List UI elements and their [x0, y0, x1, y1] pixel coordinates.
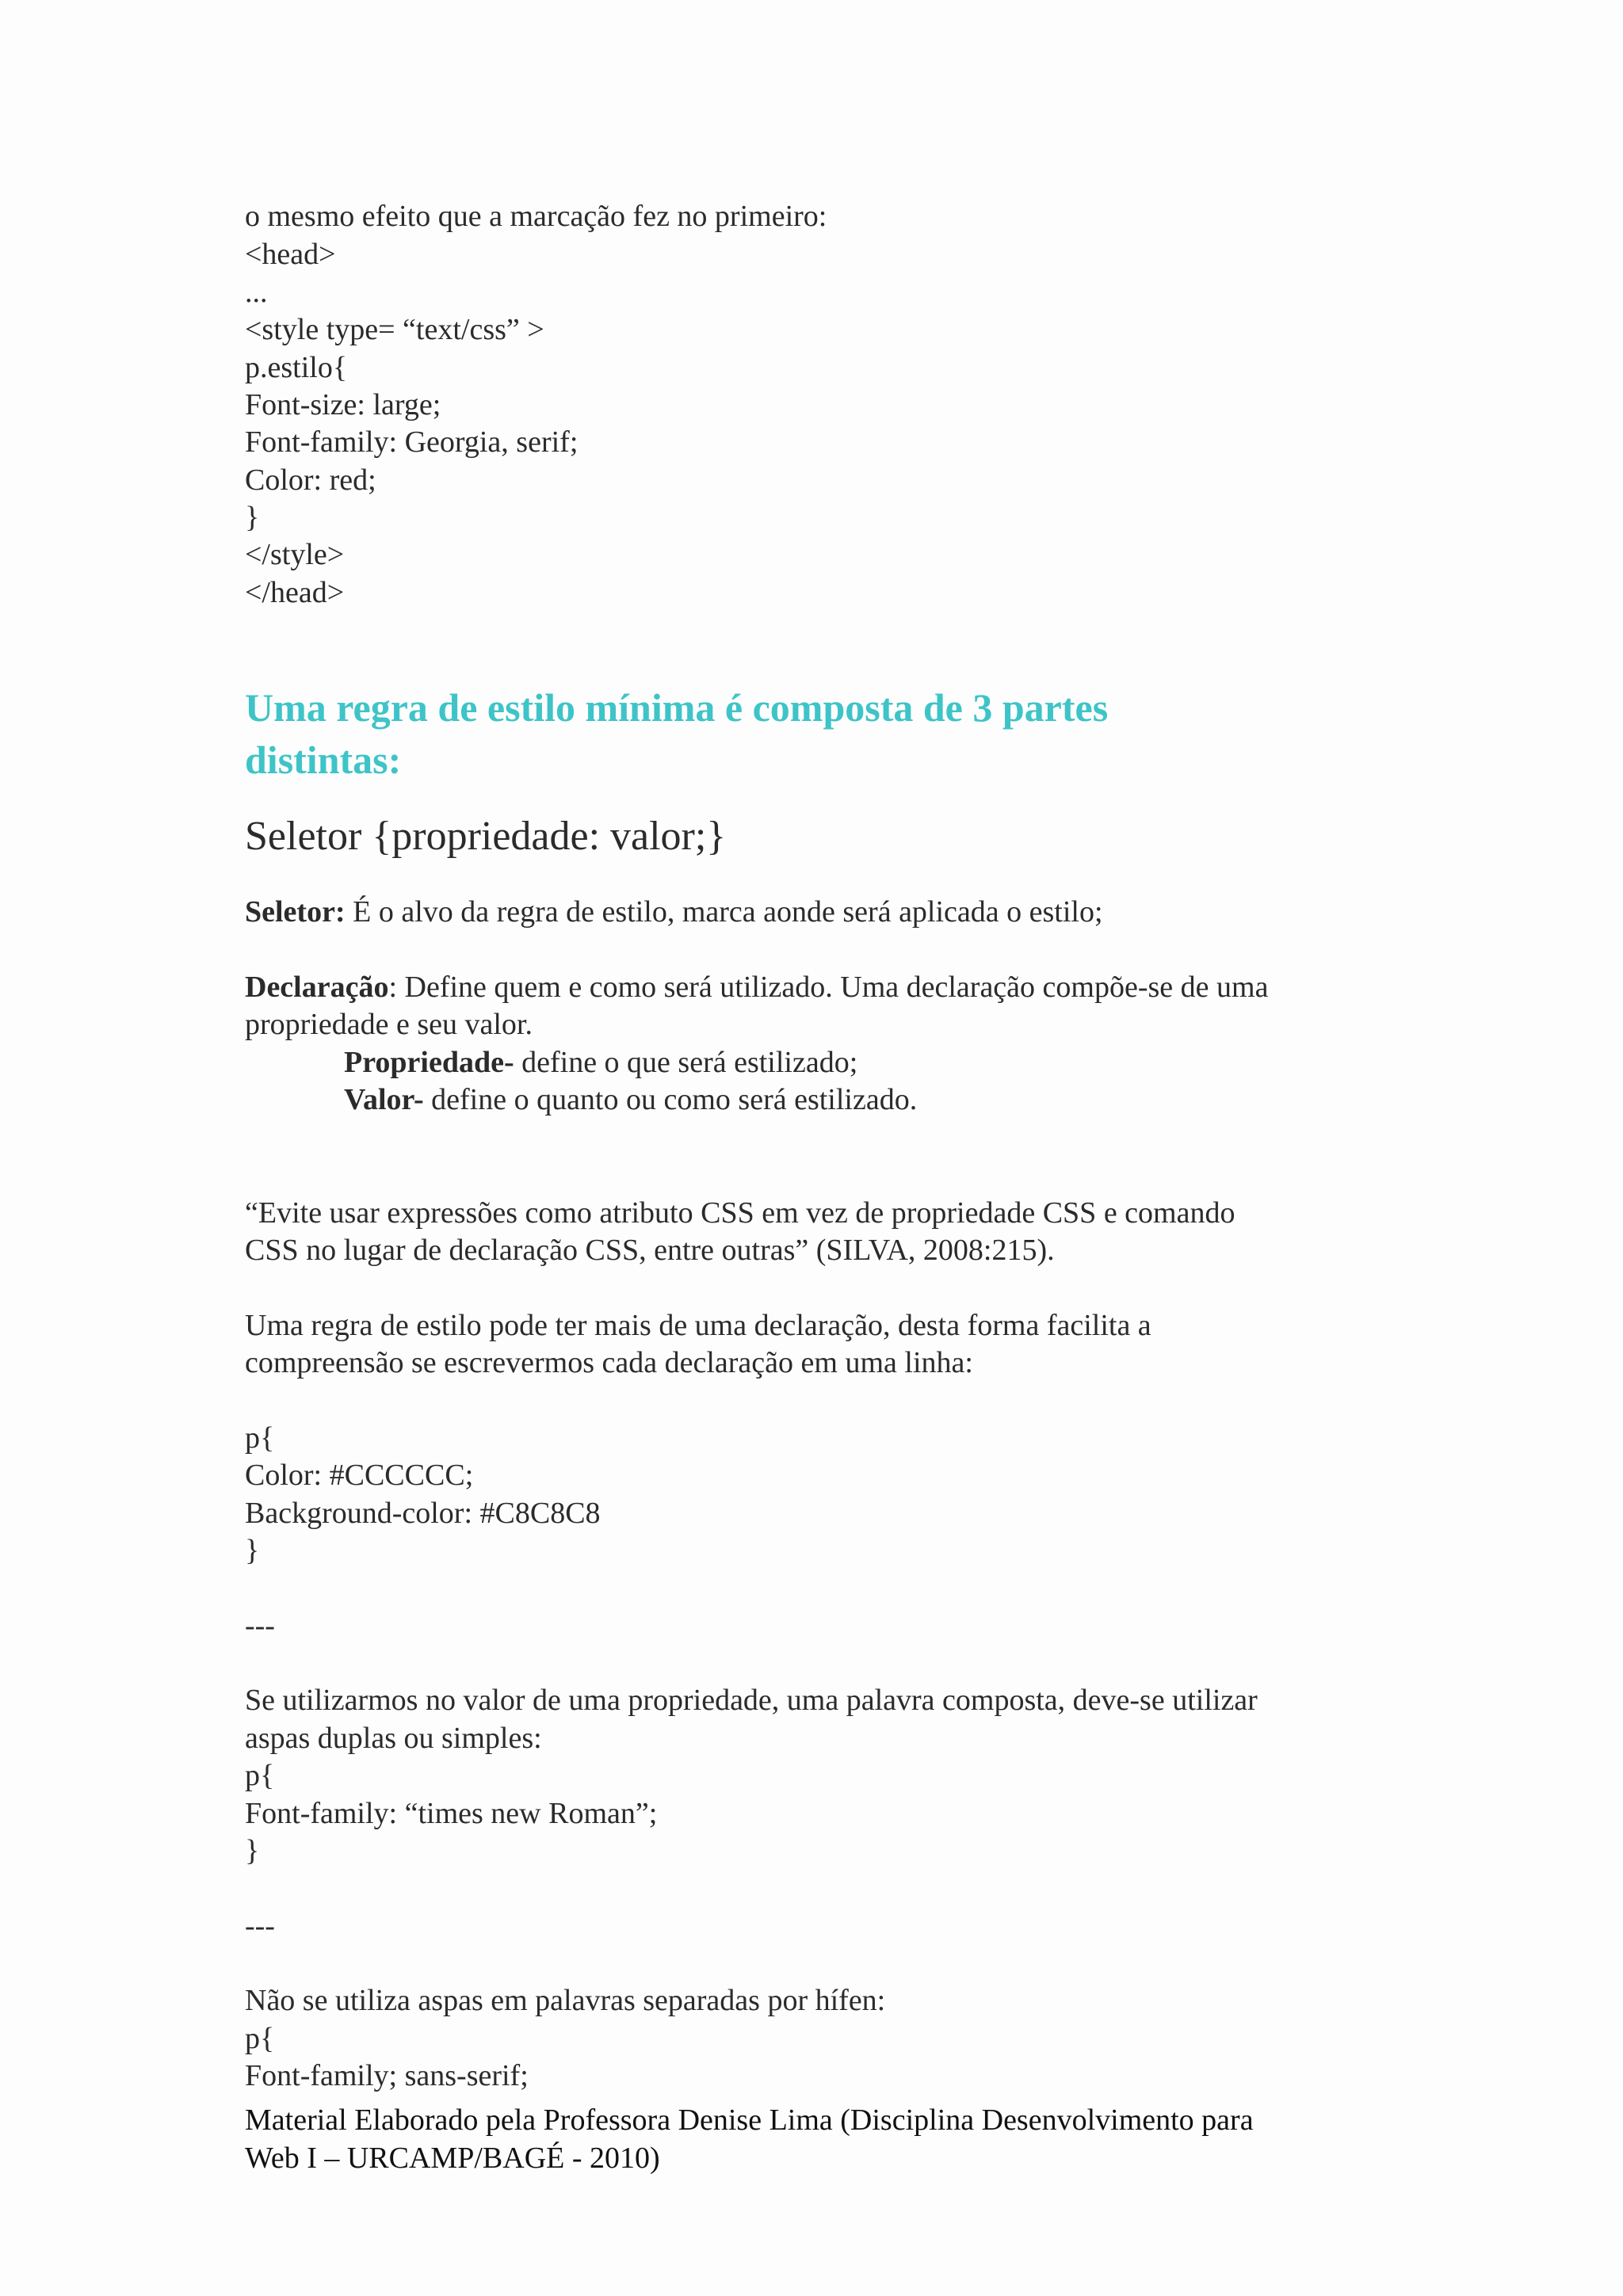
definition-text: define o que será estilizado; — [514, 1046, 858, 1079]
definition-text: define o quanto ou como será estilizado. — [423, 1083, 918, 1116]
rule-syntax: Seletor {propriedade: valor;} — [245, 814, 727, 859]
footer-line: Material Elaborado pela Professora Denise Lima (Disciplina Desenvolvimento para — [245, 2103, 1254, 2137]
paragraph-line: compreensão se escrevermos cada declaração em uma linha: — [245, 1346, 973, 1379]
code-line: ... — [245, 276, 268, 309]
term-seletor: Seletor: — [245, 895, 346, 929]
code-line: Font-family: “times new Roman”; — [245, 1797, 658, 1830]
code-line: <style type= “text/css” > — [245, 313, 544, 346]
code-line: </style> — [245, 538, 345, 571]
code-line: p{ — [245, 1759, 275, 1792]
term-valor: Valor- — [344, 1083, 424, 1116]
section-heading-line: Uma regra de estilo mínima é composta de 3 partes — [245, 685, 1109, 730]
code-line: Font-family: Georgia, serif; — [245, 425, 579, 459]
code-line: p{ — [245, 1421, 275, 1455]
paragraph-line: Uma regra de estilo pode ter mais de uma declaração, desta forma facilita a — [245, 1309, 1151, 1342]
intro-line: o mesmo efeito que a marcação fez no primeiro: — [245, 200, 827, 233]
footer-line: Web I – URCAMP/BAGÉ - 2010) — [245, 2142, 660, 2175]
paragraph-line: Não se utiliza aspas em palavras separadas por hífen: — [245, 1984, 886, 2017]
term-declaracao: Declaração — [245, 971, 389, 1004]
term-propriedade: Propriedade- — [344, 1046, 514, 1079]
quote-line: “Evite usar expressões como atributo CSS em vez de propriedade CSS e comando — [245, 1196, 1235, 1230]
code-line: <head> — [245, 238, 336, 271]
paragraph-line: aspas duplas ou simples: — [245, 1722, 542, 1755]
definition-declaracao-cont: propriedade e seu valor. — [245, 1008, 533, 1041]
definition-text: : Define quem e como será utilizado. Uma declaração compõe-se de uma — [388, 971, 1269, 1004]
code-line: Background-color: #C8C8C8 — [245, 1497, 601, 1530]
code-line: </head> — [245, 576, 345, 609]
code-line: Font-family; sans-serif; — [245, 2059, 529, 2092]
code-line: Color: red; — [245, 463, 376, 497]
code-line: } — [245, 1834, 260, 1867]
code-line: Font-size: large; — [245, 388, 441, 421]
code-line: } — [245, 501, 260, 534]
code-line: Color: #CCCCCC; — [245, 1459, 474, 1492]
quote-line: CSS no lugar de declaração CSS, entre outras” (SILVA, 2008:215). — [245, 1234, 1055, 1267]
code-line: p{ — [245, 2022, 275, 2055]
definition-text: É o alvo da regra de estilo, marca aonde será aplicada o estilo; — [345, 895, 1103, 929]
definition-seletor — [245, 893, 1103, 931]
separator: --- — [245, 1909, 275, 1943]
code-line: p.estilo{ — [245, 351, 348, 384]
code-line: } — [245, 1534, 260, 1567]
paragraph-line: Se utilizarmos no valor de uma propriedade, uma palavra composta, deve-se utilizar — [245, 1684, 1258, 1717]
definition-declaracao — [245, 968, 1268, 1006]
definition-propriedade — [344, 1043, 857, 1081]
separator: --- — [245, 1609, 275, 1642]
section-heading-line: distintas: — [245, 738, 402, 782]
definition-valor — [344, 1081, 917, 1119]
